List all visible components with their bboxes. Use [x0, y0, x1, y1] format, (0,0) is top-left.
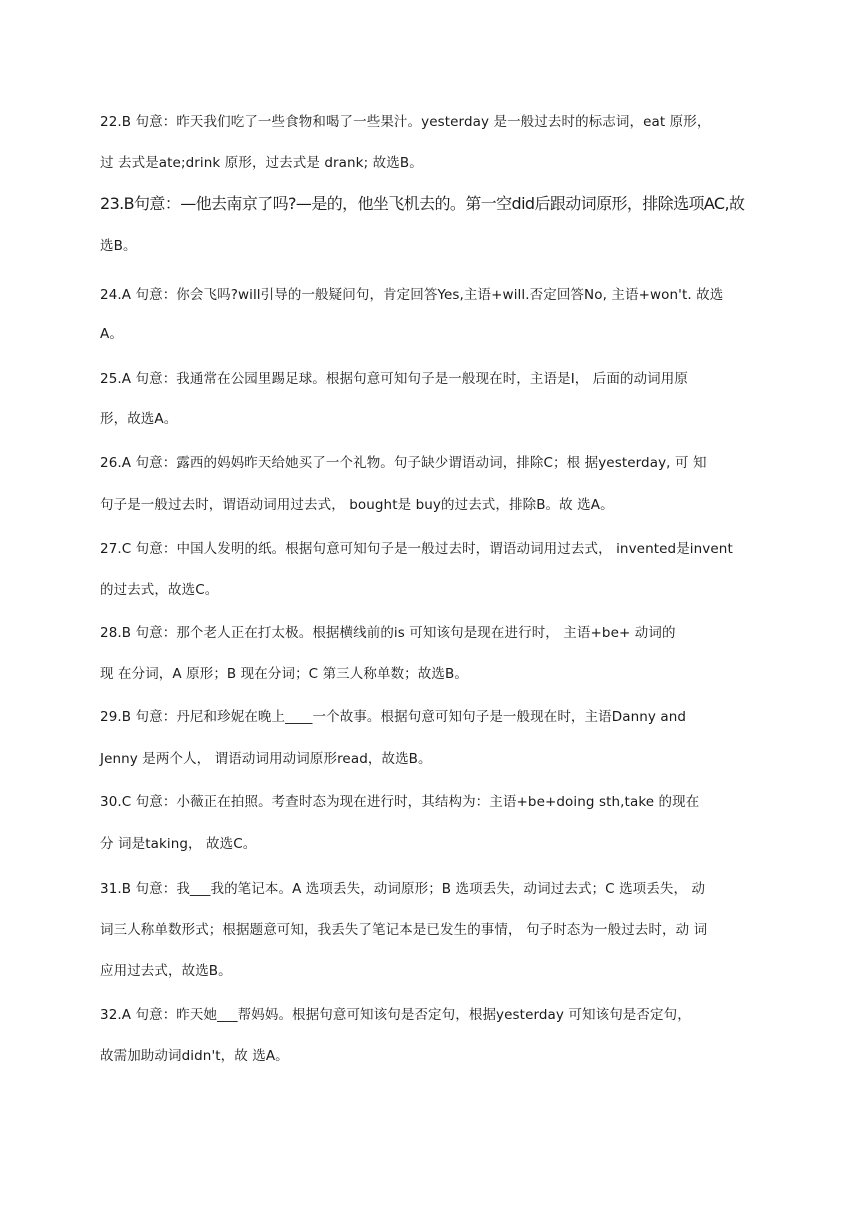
answer-23-line-2: 选B。 [100, 238, 137, 254]
answer-24-line-1: 24.A 句意：你会飞吗?will引导的一般疑问句，肯定回答Yes,主语+will.否定回答No, 主语+won't. 故选 [100, 287, 724, 303]
answer-28-line-2: 现 在分词，A 原形；B 现在分词；C 第三人称单数；故选B。 [100, 666, 468, 682]
answer-24-line-2: A。 [100, 326, 123, 342]
answer-31-line-1: 31.B 句意：我___我的笔记本。A 选项丢失，动词原形；B 选项丢失，动词过去式；C 选项丢失， 动 [100, 881, 706, 897]
answer-26-line-1: 26.A 句意：露西的妈妈昨天给她买了一个礼物。句子缺少谓语动词，排除C；根 据yesterday, 可 知 [100, 455, 707, 471]
answer-29-line-2: Jenny 是两个人， 谓语动词用动词原形read，故选B。 [100, 751, 432, 767]
answer-27-line-2: 的过去式，故选C。 [100, 582, 219, 598]
answer-22-line-1: 22.B 句意：昨天我们吃了一些食物和喝了一些果汁。yesterday 是一般过去时的标志词，eat 原形， [100, 114, 711, 130]
answer-29-line-1: 29.B 句意：丹尼和珍妮在晚上____一个故事。根据句意可知句子是一般现在时，主语Danny and [100, 709, 687, 725]
answer-28-line-1: 28.B 句意：那个老人正在打太极。根据横线前的is 可知该句是现在进行时， 主语+be+ 动词的 [100, 625, 676, 641]
answer-31-line-2: 词三人称单数形式；根据题意可知，我丢失了笔记本是已发生的事情， 句子时态为一般过去时，动 词 [100, 922, 708, 938]
answer-27-line-1: 27.C 句意：中国人发明的纸。根据句意可知句子是一般过去时，谓语动词用过去式， invented是invent [100, 541, 733, 557]
answer-26-line-2: 句子是一般过去时，谓语动词用过去式， bought是 buy的过去式，排除B。故 选A。 [100, 497, 614, 513]
answer-32-line-1: 32.A 句意：昨天她___帮妈妈。根据句意可知该句是否定句，根据yesterday 可知该句是否定句， [100, 1007, 691, 1023]
answer-31-line-3: 应用过去式，故选B。 [100, 963, 232, 979]
answer-32-line-2: 故需加助动词didn't，故 选A。 [100, 1048, 289, 1064]
answer-22-line-2: 过 去式是ate;drink 原形，过去式是 drank; 故选B。 [100, 155, 423, 171]
answer-25-line-2: 形，故选A。 [100, 411, 178, 427]
answer-23-line-1: 23.B句意：—他去南京了吗?—是的，他坐飞机去的。第一空did后跟动词原形，排除选项AC,故 [100, 194, 745, 213]
answer-25-line-1: 25.A 句意：我通常在公园里踢足球。根据句意可知句子是一般现在时，主语是I， 后面的动词用原 [100, 371, 688, 387]
answer-30-line-1: 30.C 句意：小薇正在拍照。考查时态为现在进行时，其结构为：主语+be+doing sth,take 的现在 [100, 794, 700, 810]
answer-30-line-2: 分 词是taking， 故选C。 [100, 836, 257, 852]
